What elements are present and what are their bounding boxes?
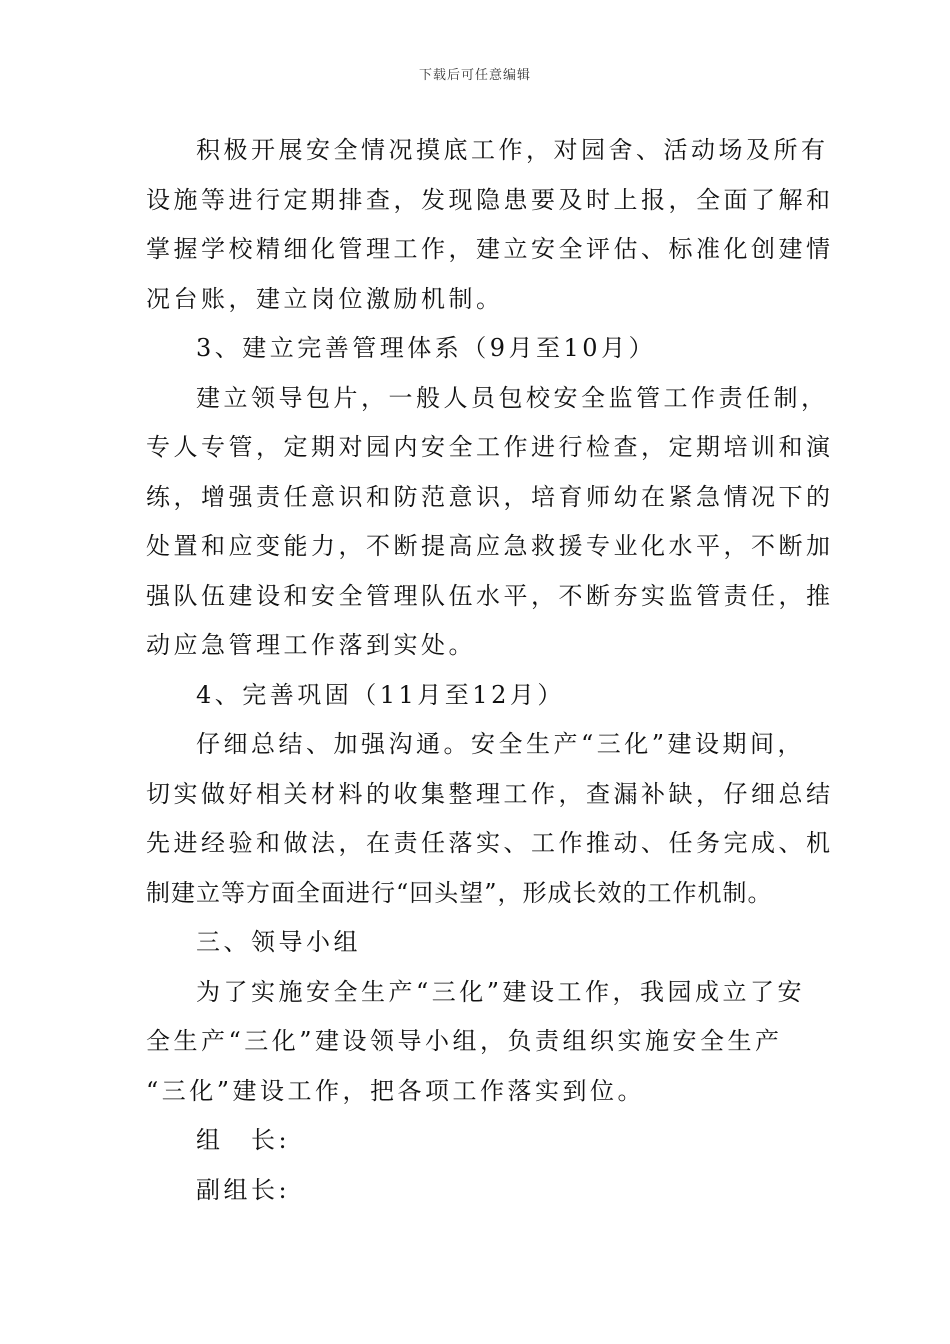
paragraph-line: 练，增强责任意识和防范意识，培育师幼在紧急情况下的: [146, 482, 834, 511]
section-heading: 三、领导小组: [196, 928, 361, 956]
paragraph-line: 全生产“三化”建设领导小组，负责组织实施安全生产: [146, 1027, 783, 1055]
paragraph-line: 先进经验和做法，在责任落实、工作推动、任务完成、机: [146, 829, 834, 857]
paragraph-line: 建立领导包片，一般人员包校安全监管工作责任制，: [196, 383, 829, 412]
paragraph-line: 为了实施安全生产“三化”建设工作，我园成立了安: [196, 977, 806, 1006]
paragraph-line: 积极开展安全情况摸底工作，对园舍、活动场及所有: [196, 136, 829, 164]
section-heading: 3、建立完善管理体系（9月至10月）: [196, 334, 657, 362]
paragraph-line: 切实做好相关材料的收集整理工作，查漏补缺，仔细总结: [146, 779, 834, 808]
paragraph-line: 掌握学校精细化管理工作，建立安全评估、标准化创建情: [146, 235, 834, 263]
page-header: 下载后可任意编辑: [418, 68, 531, 83]
paragraph-line: 仔细总结、加强沟通。安全生产“三化”建设期间，: [196, 730, 806, 758]
paragraph-line: 制建立等方面全面进行“回头望”，形成长效的工作机制。: [146, 878, 773, 907]
paragraph-line: “三化”建设工作，把各项工作落实到位。: [146, 1076, 646, 1105]
section-heading: 4、完善巩固（11月至12月）: [196, 680, 565, 709]
paragraph-line: 动应急管理工作落到实处。: [146, 631, 476, 659]
paragraph-line: 况台账，建立岗位激励机制。: [146, 284, 504, 313]
paragraph-line: 处置和应变能力，不断提高应急救援专业化水平，不断加: [146, 532, 834, 560]
paragraph-line: 强队伍建设和安全管理队伍水平，不断夯实监管责任，推: [146, 581, 834, 610]
paragraph-line: 专人专管，定期对园内安全工作进行检查，定期培训和演: [146, 433, 834, 461]
paragraph-line: 设施等进行定期排查，发现隐患要及时上报，全面了解和: [146, 185, 834, 214]
deputy-leader-label: 副组长:: [196, 1175, 291, 1204]
document-body: [146, 126, 834, 1215]
team-leader-label: 组 长:: [196, 1126, 291, 1154]
